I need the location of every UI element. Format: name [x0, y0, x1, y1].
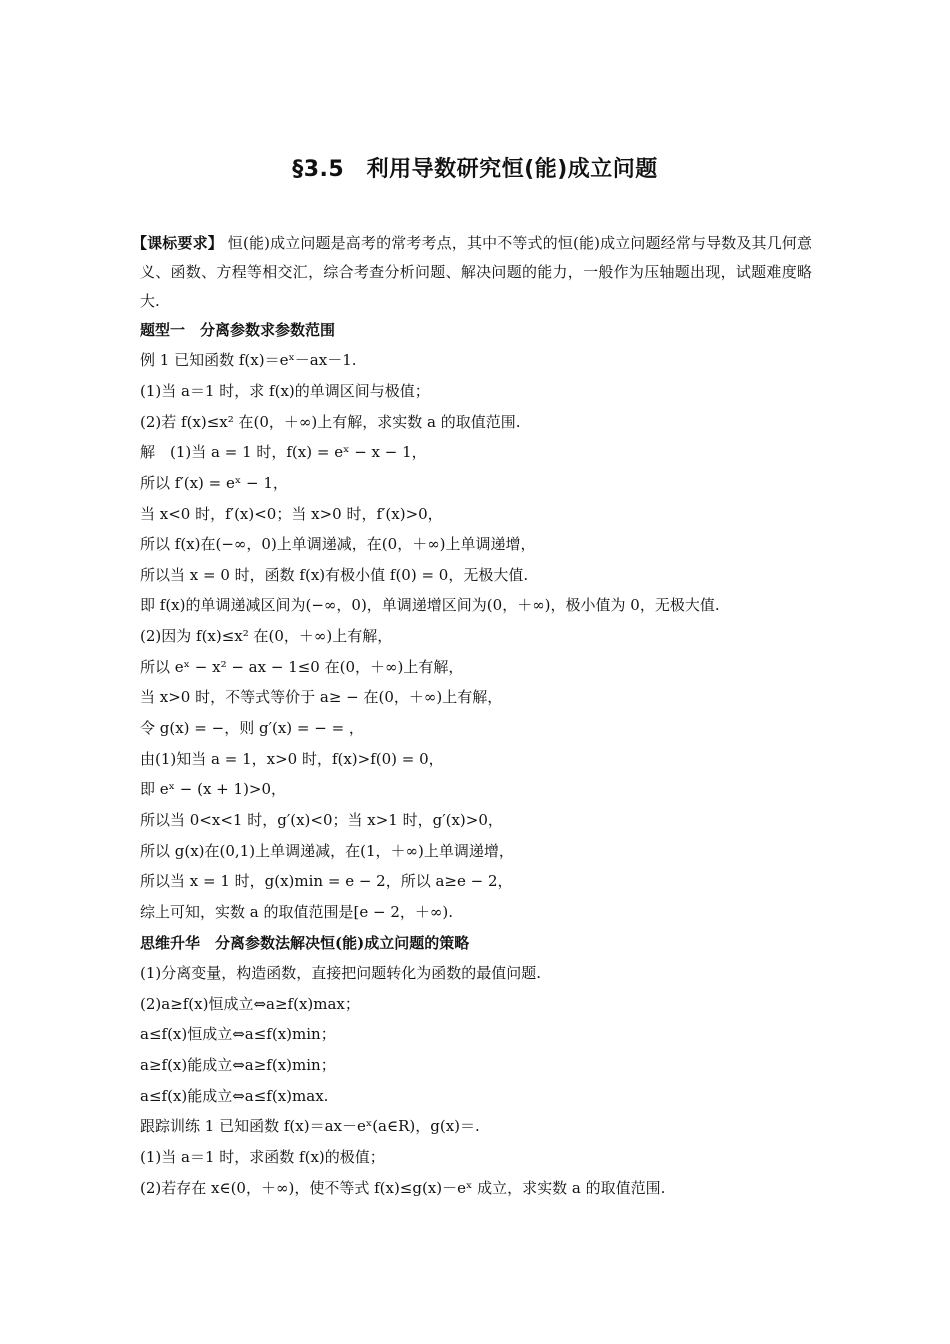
solution-line: 综上可知，实数 a 的取值范围是[e − 2，＋∞). — [140, 903, 453, 921]
solution-line: 当 x<0 时，f′(x)<0；当 x>0 时，f′(x)>0， — [140, 505, 443, 523]
example-statement: 例 1 已知函数 f(x)＝eˣ－ax－1. — [140, 351, 357, 369]
intro-paragraph — [132, 229, 812, 316]
example-question-2: (2)若 f(x)≤x² 在(0，＋∞)上有解，求实数 a 的取值范围. — [140, 413, 521, 431]
solution-line: 所以当 x = 1 时，g(x)min = e − 2，所以 a≥e − 2， — [140, 872, 513, 890]
solution-line: 解 (1)当 a = 1 时，f(x) = eˣ − x − 1， — [140, 443, 427, 461]
section-heading: 题型一 分离参数求参数范围 — [140, 321, 336, 339]
strategy-line: a≥f(x)能成立⇔a≥f(x)min； — [140, 1056, 336, 1074]
solution-line: 即 f(x)的单调递减区间为(−∞，0)，单调递增区间为(0，＋∞)，极小值为 0，无极大值. — [140, 596, 720, 614]
strategy-heading: 思维升华 分离参数法解决恒(能)成立问题的策略 — [140, 934, 470, 952]
strategy-line: (2)a≥f(x)恒成立⇔a≥f(x)max； — [140, 995, 360, 1013]
solution-line: 当 x>0 时，不等式等价于 a≥ − 在(0，＋∞)上有解， — [140, 688, 503, 706]
solution-line: 所以 eˣ − x² − ax − 1≤0 在(0，＋∞)上有解， — [140, 658, 464, 676]
solution-line: (2)因为 f(x)≤x² 在(0，＋∞)上有解， — [140, 627, 393, 645]
intro-label: 【课标要求】 — [132, 234, 223, 252]
solution-line: 所以 g(x)在(0,1)上单调递减，在(1，＋∞)上单调递增， — [140, 842, 514, 860]
exercise-statement: 跟踪训练 1 已知函数 f(x)＝ax－eˣ(a∈R)，g(x)＝. — [140, 1117, 480, 1135]
solution-line: 所以 f′(x) = eˣ − 1， — [140, 474, 288, 492]
solution-line: 令 g(x) = −，则 g′(x) = − = ， — [140, 719, 364, 737]
solution-line: 所以当 0<x<1 时，g′(x)<0；当 x>1 时，g′(x)>0， — [140, 811, 503, 829]
strategy-line: (1)分离变量，构造函数，直接把问题转化为函数的最值问题. — [140, 964, 542, 982]
strategy-line: a≤f(x)恒成立⇔a≤f(x)min； — [140, 1025, 336, 1043]
solution-line: 所以 f(x)在(−∞，0)上单调递减，在(0，＋∞)上单调递增， — [140, 535, 536, 553]
solution-line: 即 eˣ − (x + 1)>0， — [140, 780, 287, 798]
intro-text: 恒(能)成立问题是高考的常考考点，其中不等式的恒(能)成立问题经常与导数及其几何意义、函数、方程等相交汇，综合考查分析问题、解决问题的能力，一般作为压轴题出现，试题难度略大. — [140, 234, 812, 310]
page-title: §3.5 利用导数研究恒(能)成立问题 — [292, 157, 658, 182]
exercise-question-1: (1)当 a＝1 时，求函数 f(x)的极值； — [140, 1148, 385, 1166]
strategy-line: a≤f(x)能成立⇔a≤f(x)max. — [140, 1087, 329, 1105]
exercise-question-2: (2)若存在 x∈(0，＋∞)，使不等式 f(x)≤g(x)－eˣ 成立，求实数 a 的取值范围. — [140, 1179, 666, 1197]
solution-line: 所以当 x = 0 时，函数 f(x)有极小值 f(0) = 0，无极大值. — [140, 566, 529, 584]
solution-line: 由(1)知当 a = 1，x>0 时，f(x)>f(0) = 0， — [140, 750, 444, 768]
example-question-1: (1)当 a＝1 时，求 f(x)的单调区间与极值； — [140, 382, 430, 400]
